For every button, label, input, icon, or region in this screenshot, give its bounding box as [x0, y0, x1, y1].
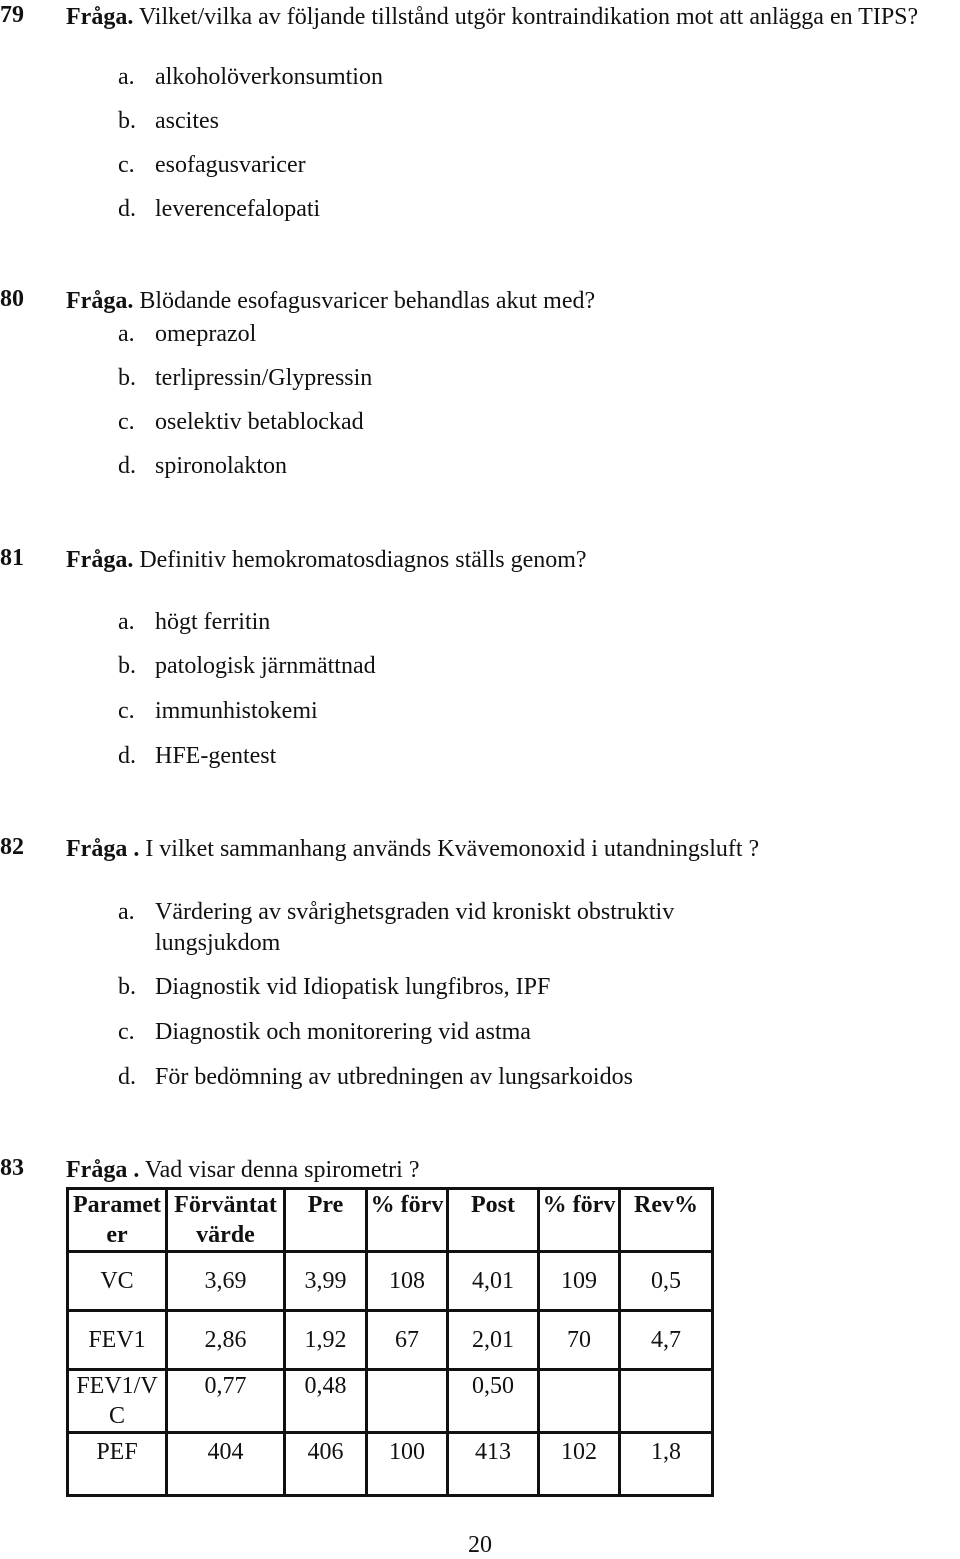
option-text: Diagnostik vid Idiopatisk lungfibros, IPF [155, 974, 551, 1000]
column-header: Förväntat värde [167, 1189, 285, 1252]
table-cell: 1,92 [285, 1311, 367, 1370]
question-text [66, 2, 956, 33]
table-cell: 108 [367, 1252, 448, 1311]
option-letter: a. [118, 321, 135, 347]
table-cell: VC [68, 1252, 167, 1311]
table-cell [367, 1370, 448, 1433]
option-text: ascites [155, 108, 219, 134]
option-text: Diagnostik och monitorering vid astma [155, 1019, 531, 1045]
question-number: 79 [0, 2, 24, 28]
question-label: Fråga. [66, 547, 134, 573]
option-letter: a. [118, 64, 135, 90]
option-text: esofagusvaricer [155, 152, 306, 178]
question-text [66, 834, 956, 865]
option-letter: b. [118, 653, 136, 679]
table-cell: 413 [448, 1433, 539, 1496]
table-cell [539, 1370, 620, 1433]
question-label: Fråga. [66, 4, 134, 30]
table-cell [620, 1370, 713, 1433]
column-header: Post [448, 1189, 539, 1252]
question-label: Fråga . [66, 836, 140, 862]
table-row [68, 1370, 713, 1433]
option-letter: c. [118, 409, 135, 435]
table-cell: 0,50 [448, 1370, 539, 1433]
question-prompt: Vilket/vilka av följande tillstånd utgör kontraindikation mot att anlägga en TIPS? [138, 4, 919, 30]
question-number: 82 [0, 834, 24, 860]
option-text: För bedömning av utbredningen av lungsarkoidos [155, 1064, 633, 1090]
option-text: oselektiv betablockad [155, 409, 364, 435]
option-text: Värdering av svårighetsgraden vid kroniskt obstruktiv lungsjukdom [155, 899, 675, 956]
question-text [66, 1155, 956, 1186]
column-header: Paramet er [68, 1189, 167, 1252]
table-cell: 3,99 [285, 1252, 367, 1311]
option-letter: a. [118, 899, 135, 925]
table-cell: 0,77 [167, 1370, 285, 1433]
option-text: leverencefalopati [155, 196, 321, 222]
option-text: spironolakton [155, 453, 287, 479]
table-cell: 0,48 [285, 1370, 367, 1433]
column-header: Pre [285, 1189, 367, 1252]
option-text: terlipressin/Glypressin [155, 365, 373, 391]
question-label: Fråga . [66, 1157, 140, 1183]
question-prompt: Vad visar denna spirometri ? [144, 1157, 420, 1183]
option-text: patologisk järnmättnad [155, 653, 376, 679]
spirometry-table [66, 1187, 714, 1497]
table-cell: FEV1 [68, 1311, 167, 1370]
option-letter: c. [118, 1019, 135, 1045]
option-letter: d. [118, 1064, 136, 1090]
option-letter: d. [118, 453, 136, 479]
page-number: 20 [468, 1532, 492, 1558]
table-header-row [68, 1189, 713, 1252]
question-number: 80 [0, 286, 24, 312]
option-letter: d. [118, 196, 136, 222]
question-text [66, 545, 956, 576]
table-cell: 4,7 [620, 1311, 713, 1370]
table-cell: 2,86 [167, 1311, 285, 1370]
table-cell: 2,01 [448, 1311, 539, 1370]
option-text: alkoholöverkonsumtion [155, 64, 383, 90]
table-cell: 4,01 [448, 1252, 539, 1311]
table-cell: 3,69 [167, 1252, 285, 1311]
table-cell: 70 [539, 1311, 620, 1370]
table-cell: 67 [367, 1311, 448, 1370]
column-header: % förv [539, 1189, 620, 1252]
column-header: % förv [367, 1189, 448, 1252]
option-text: högt ferritin [155, 609, 271, 635]
table-row [68, 1311, 713, 1370]
question-number: 83 [0, 1155, 24, 1181]
option-letter: b. [118, 108, 136, 134]
table-cell: 0,5 [620, 1252, 713, 1311]
option-letter: a. [118, 609, 135, 635]
option-letter: c. [118, 152, 135, 178]
table-cell: 1,8 [620, 1433, 713, 1496]
option-text: immunhistokemi [155, 698, 318, 724]
option-letter: c. [118, 698, 135, 724]
table-cell: FEV1/V C [68, 1370, 167, 1433]
question-label: Fråga. [66, 288, 134, 314]
table-cell: 406 [285, 1433, 367, 1496]
table-row [68, 1433, 713, 1496]
option-letter: d. [118, 743, 136, 769]
column-header: Rev% [620, 1189, 713, 1252]
table-cell: 109 [539, 1252, 620, 1311]
option-letter: b. [118, 365, 136, 391]
question-number: 81 [0, 545, 24, 571]
table-cell: PEF [68, 1433, 167, 1496]
option-text: HFE-gentest [155, 743, 277, 769]
question-prompt: I vilket sammanhang används Kvävemonoxid i utandningsluft ? [145, 836, 760, 862]
option-text: omeprazol [155, 321, 257, 347]
question-text [66, 286, 956, 317]
question-prompt: Definitiv hemokromatosdiagnos ställs genom? [139, 547, 587, 573]
table-cell: 102 [539, 1433, 620, 1496]
table-cell: 404 [167, 1433, 285, 1496]
table-cell: 100 [367, 1433, 448, 1496]
table-row [68, 1252, 713, 1311]
question-prompt: Blödande esofagusvaricer behandlas akut med? [139, 288, 596, 314]
option-letter: b. [118, 974, 136, 1000]
